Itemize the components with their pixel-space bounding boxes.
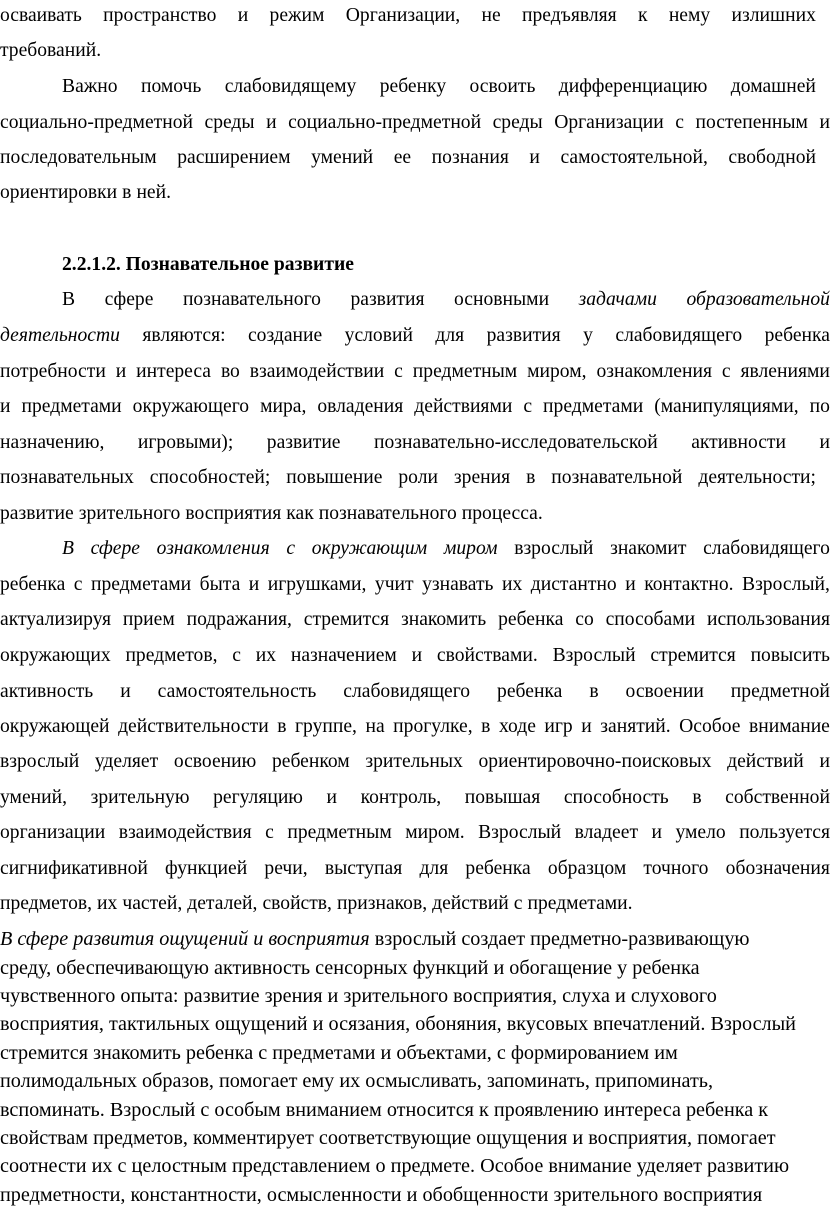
word: самостоятельной,	[560, 147, 708, 168]
paragraph-line: чувственного опыта: развитие зрения и зрительного восприятия, слуха и слухового	[0, 984, 717, 1007]
word: задачами	[578, 289, 657, 310]
paragraph-line	[0, 857, 830, 883]
word: сфере	[104, 289, 154, 310]
word: предметным	[412, 361, 518, 382]
word: взрослый	[0, 751, 80, 772]
word: познавательного	[182, 289, 321, 310]
word: развитие	[266, 432, 341, 453]
word: назначению,	[0, 432, 105, 453]
word: излишних	[731, 5, 816, 26]
paragraph-line: вспоминать. Взрослый с особым вниманием относится к проявлению интереса ребенка к	[0, 1098, 769, 1121]
paragraph-line	[0, 573, 830, 599]
word: предметным	[287, 822, 392, 843]
word: и	[819, 751, 830, 772]
word: стремится	[650, 645, 736, 666]
word: с	[394, 361, 403, 382]
word: образцом	[547, 858, 627, 879]
word: для	[435, 325, 465, 346]
word: и	[411, 645, 423, 666]
word: стремится	[303, 609, 390, 630]
word: как	[286, 503, 314, 524]
word: потребности	[0, 361, 106, 382]
word: ознакомления	[596, 361, 712, 382]
word: ознакомления	[156, 538, 270, 559]
word: подражания,	[186, 609, 292, 630]
word: с	[265, 822, 274, 843]
paragraph-line	[0, 288, 830, 314]
word: повышая	[464, 787, 541, 808]
word: занятий.	[600, 716, 671, 737]
paragraph-line	[0, 715, 830, 741]
paragraph-line	[0, 821, 830, 847]
paragraph-line	[0, 4, 816, 30]
word: выступая	[324, 858, 403, 879]
word: ребенка	[764, 325, 830, 346]
word: зрительных	[365, 751, 463, 772]
paragraph-line: предметности, константности, осмысленности и обобщенности зрительного восприятия	[0, 1183, 763, 1206]
word: собственной	[725, 787, 830, 808]
word: слабовидящему	[224, 76, 357, 97]
word: регуляцию	[213, 787, 303, 808]
word: владеет	[574, 822, 639, 843]
word: Взрослый	[552, 645, 636, 666]
word: режим	[269, 5, 325, 26]
paragraph-line	[0, 466, 816, 492]
word: и	[237, 5, 249, 26]
word: внимание	[749, 716, 830, 737]
word: свойств,	[262, 893, 332, 914]
word: сигнификативной	[0, 858, 148, 879]
word: и	[0, 396, 11, 417]
word: последовательным	[0, 147, 157, 168]
word: предметов,	[0, 893, 93, 914]
word: познавательного	[318, 503, 457, 524]
paragraph-line: свойствам предметов, комментирует соответствующие ощущения и восприятия, помогает	[0, 1126, 776, 1149]
word: деятельности	[0, 325, 120, 346]
word: самостоятельность	[157, 681, 317, 702]
word: во	[220, 361, 240, 382]
word: окружающего	[132, 396, 250, 417]
paragraph-line: соотнести их с целостным представлением о предмете. Особое внимание уделяет развитию	[0, 1155, 790, 1178]
word: в	[122, 182, 132, 203]
word: освоении	[625, 681, 704, 702]
word: познания	[431, 147, 509, 168]
word: их	[255, 645, 277, 666]
word: основными	[454, 289, 550, 310]
word: окружающим	[311, 538, 428, 559]
word: деталей,	[187, 893, 258, 914]
word: окружающих	[0, 645, 111, 666]
word: назначением	[290, 645, 397, 666]
word: частей,	[122, 893, 183, 914]
word: осваивать	[0, 5, 82, 26]
paragraph-line	[0, 395, 830, 421]
word: способностей;	[149, 467, 271, 488]
word: умений	[311, 147, 374, 168]
word: не	[481, 5, 501, 26]
word: предметами.	[527, 893, 633, 914]
word: дифференциацию	[558, 76, 708, 97]
word: восприятия	[185, 503, 282, 524]
word: помочь	[140, 76, 202, 97]
word: активность	[0, 681, 94, 702]
word: ребенка	[498, 609, 564, 630]
word: знакомить	[400, 609, 487, 630]
word: миром,	[527, 361, 587, 382]
paragraph-line: среду, обеспечивающую активность сенсорных функций и обогащение у ребенка	[0, 956, 700, 979]
word: освоить	[469, 76, 536, 97]
word: обозначения	[725, 858, 830, 879]
word: повысить	[750, 645, 830, 666]
word: и	[819, 432, 830, 453]
word: учит	[374, 574, 414, 595]
word: предметов,	[125, 645, 218, 666]
word: умений,	[0, 787, 67, 808]
word: зрения	[453, 467, 511, 488]
word: их	[501, 574, 523, 595]
word: пространство	[103, 5, 217, 26]
word: игровыми);	[137, 432, 234, 453]
word: и	[266, 112, 277, 133]
word: к	[637, 5, 648, 26]
paragraph-line	[0, 111, 830, 137]
word: ориентировки	[0, 182, 118, 203]
word: ребенка	[497, 681, 563, 702]
word: слабовидящего	[703, 538, 830, 559]
paragraph-line	[0, 608, 830, 634]
word: социально-предметной	[0, 112, 193, 133]
word: нему	[668, 5, 711, 26]
word: дистантно	[530, 574, 617, 595]
word: освоению	[173, 751, 257, 772]
word: быта	[199, 574, 241, 595]
word: по	[809, 396, 830, 417]
word: способность	[563, 787, 669, 808]
paragraph-line: стремится знакомить ребенка с предметами и объектами, с формированием им	[0, 1041, 678, 1064]
word: с	[513, 893, 523, 914]
paragraph-line	[0, 431, 830, 457]
word: и	[529, 147, 540, 168]
paragraph-line	[0, 750, 830, 776]
word: с	[675, 112, 684, 133]
word: и	[651, 822, 662, 843]
word: и	[326, 787, 338, 808]
word: ребенку	[379, 76, 447, 97]
word: и	[625, 574, 636, 595]
word: с	[286, 538, 296, 559]
word: свойствами.	[436, 645, 538, 666]
word: развитие	[0, 503, 74, 524]
word: условий	[344, 325, 413, 346]
word: расширением	[177, 147, 291, 168]
paragraph-line	[0, 537, 830, 563]
paragraph-line	[0, 892, 816, 918]
word: и	[248, 574, 260, 595]
word: постепенным	[695, 112, 808, 133]
word: В	[62, 538, 74, 559]
word: со	[575, 609, 594, 630]
word: и	[120, 681, 131, 702]
paragraph-line	[0, 360, 830, 386]
word: процесса.	[461, 503, 543, 524]
word: в	[526, 467, 536, 488]
paragraph-line: полимодальных образов, помогает ему их осмысливать, запоминать, припоминать,	[0, 1070, 714, 1093]
word: предметами	[21, 396, 122, 417]
word: деятельности;	[698, 467, 816, 488]
word: умело	[675, 822, 726, 843]
word: и	[819, 112, 830, 133]
word: контактно.	[644, 574, 734, 595]
word: являются:	[142, 325, 226, 346]
word: предметной	[730, 681, 830, 702]
word: взаимодействии	[249, 361, 385, 382]
word: ребенком	[271, 751, 350, 772]
word: Организации,	[345, 5, 461, 26]
word: слабовидящего	[343, 681, 471, 702]
word: уделяет	[94, 751, 159, 772]
word: действий	[727, 751, 804, 772]
word: их	[97, 893, 118, 914]
word: слабовидящего	[615, 325, 743, 346]
word: Важно	[62, 76, 118, 97]
word: окружающей	[0, 716, 110, 737]
word: образовательной	[686, 289, 830, 310]
word: миром	[443, 538, 498, 559]
word: Взрослый	[478, 822, 562, 843]
word: познавательных	[0, 467, 134, 488]
word: Взрослый,	[742, 574, 830, 595]
word: овладения	[317, 396, 404, 417]
word: знакомит	[610, 538, 687, 559]
italic-phrase: В сфере развития ощущений и восприятия	[0, 928, 370, 950]
word: развития	[350, 289, 425, 310]
paragraph-line	[0, 680, 830, 706]
word: предметами	[90, 574, 192, 595]
section-heading: 2.2.1.2. Познавательное развитие	[62, 254, 354, 275]
word: с	[232, 645, 241, 666]
word: свободной	[728, 147, 816, 168]
word: с	[73, 574, 83, 595]
word: с	[721, 361, 731, 382]
word: зрительного	[78, 503, 181, 524]
word: (манипуляциями,	[654, 396, 799, 417]
word: ходе	[498, 716, 536, 737]
word: ребенка	[0, 574, 66, 595]
paragraph-line	[0, 181, 816, 207]
word: требований.	[0, 40, 102, 61]
paragraph-line	[0, 324, 830, 350]
word: речи,	[264, 858, 308, 879]
word: познавательно-исследовательской	[374, 432, 658, 453]
word: сфере	[90, 538, 140, 559]
word: мира,	[260, 396, 307, 417]
word: действий	[432, 893, 509, 914]
paragraph-line: восприятия, тактильных ощущений и осязания, обоняния, вкусовых впечатлений. Взрослый	[0, 1013, 796, 1036]
word: в	[589, 681, 599, 702]
word: признаков,	[336, 893, 428, 914]
word: активности	[691, 432, 786, 453]
paragraph-line	[0, 146, 816, 172]
word: ней.	[136, 182, 172, 203]
paragraph-line	[0, 786, 830, 812]
paragraph-line	[0, 644, 830, 670]
word: миром.	[405, 822, 465, 843]
word: актуализируя	[0, 609, 112, 630]
word: В	[62, 289, 76, 310]
word: способами	[605, 609, 696, 630]
word: контроль,	[360, 787, 442, 808]
word: прогулке,	[393, 716, 473, 737]
word: игр	[544, 716, 573, 737]
word: группе,	[295, 716, 357, 737]
word: взрослый	[514, 538, 594, 559]
word: использования	[706, 609, 830, 630]
word: предметами	[543, 396, 644, 417]
word: интереса	[136, 361, 212, 382]
word: в	[692, 787, 702, 808]
word: взаимодействия	[118, 822, 252, 843]
word: точного	[643, 858, 709, 879]
word: создание	[247, 325, 323, 346]
word: действительности	[118, 716, 269, 737]
word: функцией	[165, 858, 248, 879]
word: и	[581, 716, 592, 737]
word: пользуется	[739, 822, 830, 843]
word: действиями	[414, 396, 513, 417]
word: игрушками,	[267, 574, 367, 595]
word: домашней	[730, 76, 816, 97]
paragraph-line	[0, 502, 816, 528]
word: в	[277, 716, 287, 737]
word: среды	[492, 112, 543, 133]
word: для	[419, 858, 449, 879]
word: социально-предметной	[288, 112, 482, 133]
paragraph-line	[0, 75, 816, 101]
text-run: взрослый создает предметно-развивающую	[369, 928, 750, 950]
word: зрительную	[90, 787, 190, 808]
word: на	[365, 716, 385, 737]
paragraph-line	[0, 927, 816, 953]
word: прием	[122, 609, 175, 630]
word: ребенка	[465, 858, 531, 879]
word: и	[115, 361, 127, 382]
word: в	[481, 716, 491, 737]
word: развития	[486, 325, 561, 346]
paragraph-line	[0, 39, 816, 65]
word: Организации	[554, 112, 664, 133]
word: узнавать	[422, 574, 494, 595]
word: познавательной	[551, 467, 683, 488]
word: у	[583, 325, 593, 346]
word: повышение	[286, 467, 383, 488]
word: предъявляя	[522, 5, 617, 26]
word: ее	[393, 147, 412, 168]
word: явлениями	[740, 361, 830, 382]
word: организации	[0, 822, 106, 843]
word: роли	[398, 467, 438, 488]
word: Особое	[679, 716, 741, 737]
word: ориентировочно-поисковых	[478, 751, 712, 772]
word: среды	[204, 112, 255, 133]
word: с	[523, 396, 533, 417]
